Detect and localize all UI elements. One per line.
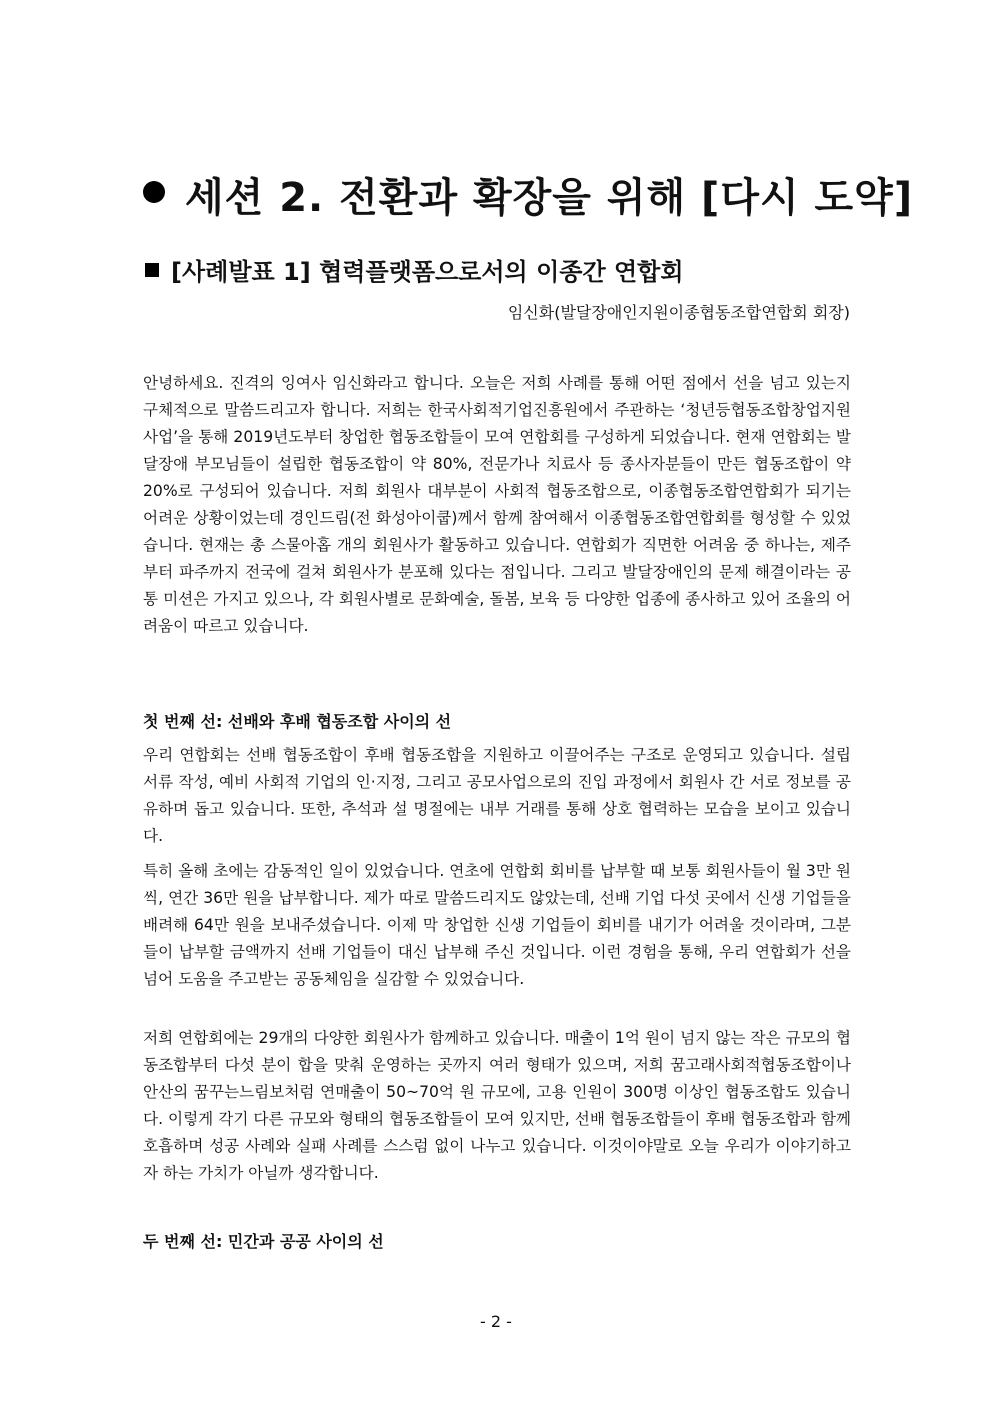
page-number: - 2 - xyxy=(480,1312,512,1331)
section1-paragraph-2: 특히 올해 초에는 감동적인 일이 있었습니다. 연초에 연합회 회비를 납부할 때 보통 회원사들이 월 3만 원씩, 연간 36만 원을 납부합니다. 제가 따로 말씀드리지도 않았는데, 선배 기업 다섯 곳에서 신생 기업들을 배려해 64만 원을 보내주셨습니다. 이제 막 창업한 신생 기업들이 회비를 내기가 어려울 것이라며, 그분들이 납부할 금액까지 선배 기업들이 대신 납부해 주신 것입니다. 이런 경험을 통해, 우리 연합회가 선을 넘어 도움을 주고받는 공동체임을 실감할 수 있었습니다. xyxy=(143,862,851,988)
case-presentation-title xyxy=(145,254,684,290)
case-presentation-title-text: [사례발표 1] 협력플랫폼으로서의 이종간 연합회 xyxy=(171,258,684,286)
section-heading-2: 두 번째 선: 민간과 공공 사이의 선 xyxy=(143,1232,384,1251)
session-title-text: 세션 2. 전환과 확장을 위해 [다시 도약] xyxy=(185,175,914,221)
bullet-square-icon xyxy=(145,263,159,277)
bullet-circle-icon xyxy=(143,181,165,203)
intro-paragraph: 안녕하세요. 진격의 잉여사 임신화라고 합니다. 오늘은 저희 사례를 통해 어떤 점에서 선을 넘고 있는지 구체적으로 말씀드리고자 합니다. 저희는 한국사회적기업진흥원에서 주관하는 ‘청년등협동조합창업지원사업’을 통해 2019년도부터 창업한 협동조합들이 모여 연합회를 구성하게 되었습니다. 현재 연합회는 발달장애 부모님들이 설립한 협동조합이 약 80%, 전문가나 치료사 등 종사자분들이 만든 협동조합이 약 20%로 구성되어 있습니다. 저희 회원사 대부분이 사회적 협동조합으로, 이종협동조합연합회가 되기는 어려운 상황이었는데 경인드림(전 화성아이쿱)께서 함께 참여해서 이종협동조합연합회를 형성할 수 있었습니다. 현재는 총 스물아홉 개의 회원사가 활동하고 있습니다. 연합회가 직면한 어려움 중 하나는, 제주부터 파주까지 전국에 걸쳐 회원사가 분포해 있다는 점입니다. 그리고 발달장애인의 문제 해결이라는 공통 미션은 가지고 있으나, 각 회원사별로 문화예술, 돌봄, 보육 등 다양한 업종에 종사하고 있어 조율의 어려움이 따르고 있습니다. xyxy=(143,374,851,635)
section1-paragraph-1: 우리 연합회는 선배 협동조합이 후배 협동조합을 지원하고 이끌어주는 구조로 운영되고 있습니다. 설립 서류 작성, 예비 사회적 기업의 인·지정, 그리고 공모사업으로의 진입 과정에서 회원사 간 서로 정보를 공유하며 돕고 있습니다. 또한, 추석과 설 명절에는 내부 거래를 통해 상호 협력하는 모습을 보이고 있습니다. xyxy=(143,746,851,845)
section1-paragraph-3: 저희 연합회에는 29개의 다양한 회원사가 함께하고 있습니다. 매출이 1억 원이 넘지 않는 작은 규모의 협동조합부터 다섯 분이 합을 맞춰 운영하는 곳까지 여러 형태가 있으며, 저희 꿈고래사회적협동조합이나 안산의 꿈꾸는느림보처럼 연매출이 50~70억 원 규모에, 고용 인원이 300명 이상인 협동조합도 있습니다. 이렇게 각기 다른 규모와 형태의 협동조합들이 모여 있지만, 선배 협동조합들이 후배 협동조합과 함께 호흡하며 성공 사례와 실패 사례를 스스럼 없이 나누고 있습니다. 이것이야말로 오늘 우리가 이야기하고자 하는 가치가 아닐까 생각합니다. xyxy=(143,1029,851,1182)
section-heading-1: 첫 번째 선: 선배와 후배 협동조합 사이의 선 xyxy=(143,712,452,731)
speaker-byline: 임신화(발달장애인지원이종협동조합연합회 회장) xyxy=(507,303,850,322)
session-title xyxy=(143,170,913,226)
